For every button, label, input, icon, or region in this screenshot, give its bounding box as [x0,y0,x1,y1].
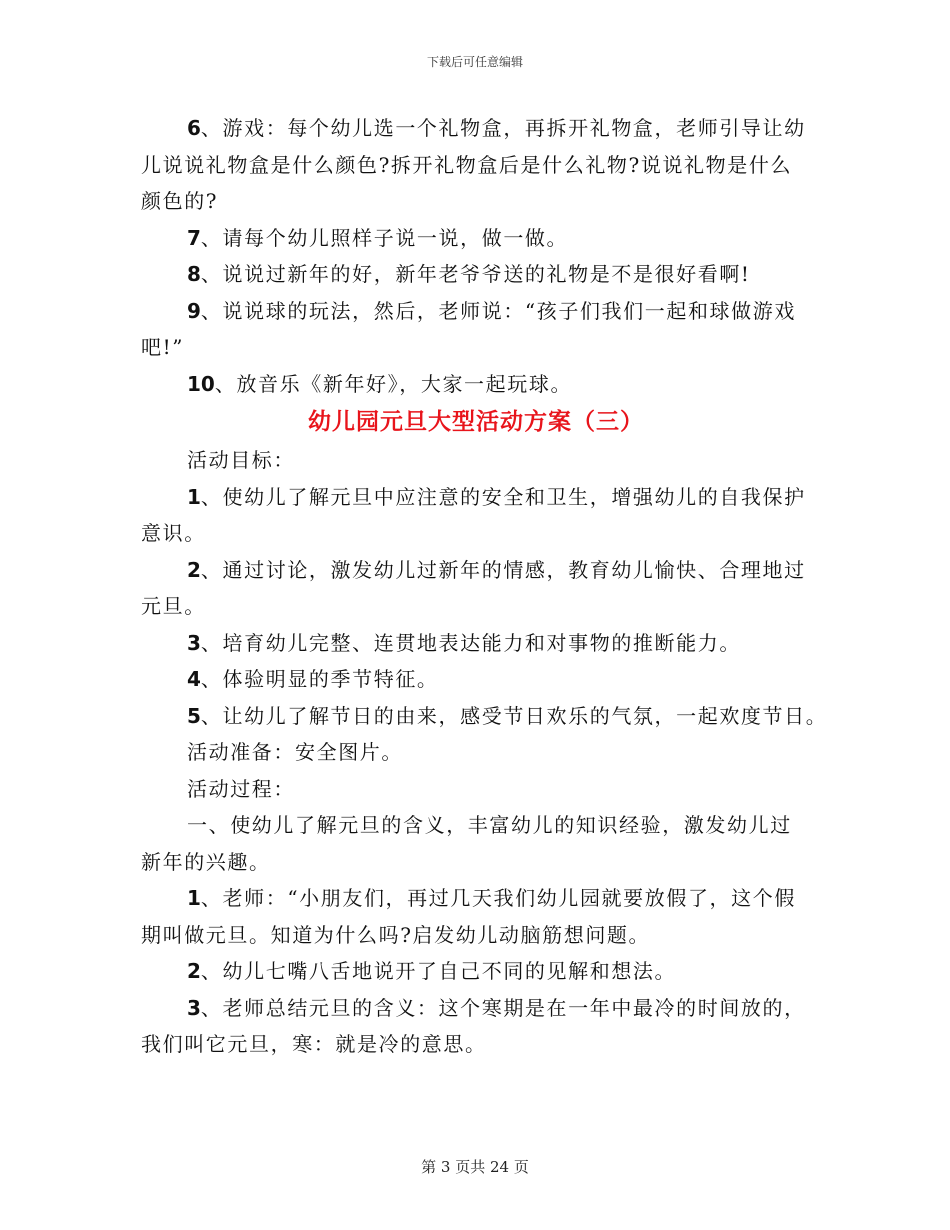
paragraph-line [141,807,811,844]
line-text: 颜色的? [141,189,219,213]
paragraph-continuation-line [141,147,811,184]
list-number: 5 [187,703,201,728]
paragraphs-before [141,110,811,402]
paragraph-continuation-line [141,329,811,366]
paragraph-line [141,479,811,516]
line-text: 、让幼儿了解节日的由来，感受节日欢乐的气氛，一起欢度节日。 [200,703,828,728]
list-number: 10 [187,371,215,396]
line-text: 元旦。 [141,594,206,618]
line-text: 活动过程： [187,776,295,801]
line-text: 儿说说礼物盒是什么颜色?拆开礼物盒后是什么礼物?说说礼物是什么 [141,152,793,177]
line-text: 、请每个幼儿照样子说一说，做一做。 [200,225,569,250]
line-text: 活动目标： [187,448,295,472]
paragraph-line [141,256,811,293]
paragraph-continuation-line [141,1026,811,1063]
line-text: 、老师：“小朋友们，再过几天我们幼儿园就要放假了，这个假 [200,886,796,910]
document-body [141,110,828,1063]
paragraph-line [141,661,811,698]
list-number: 4 [187,667,201,691]
paragraph-line [141,366,811,403]
line-text: 、放音乐《新年好》，大家一起玩球。 [214,371,573,396]
paragraph-line [141,625,811,662]
paragraph-line [141,990,811,1027]
line-text: 、老师总结元旦的含义：这个寒期是在一年中最冷的时间放的， [200,995,806,1020]
list-number: 2 [187,557,201,582]
list-number: 9 [187,298,201,323]
paragraph-line [141,698,828,735]
line-text: 、说说球的玩法，然后，老师说：“孩子们我们一起和球做游戏 [200,298,796,323]
paragraph-line [141,734,811,771]
paragraph-continuation-line [141,917,811,954]
paragraph-continuation-line [141,588,811,625]
line-text: 吧!” [141,335,185,359]
line-text: 活动准备：安全图片。 [187,740,403,764]
line-text: 、说说过新年的好，新年老爷爷送的礼物是不是很好看啊! [200,262,751,286]
line-text: 、使幼儿了解元旦中应注意的安全和卫生，增强幼儿的自我保护 [200,484,806,509]
paragraph-line [141,771,811,808]
paragraph-continuation-line [141,844,811,881]
list-number: 8 [187,262,201,286]
line-text: 我们叫它元旦，寒：就是冷的意思。 [141,1032,487,1056]
page-header: 下载后可任意编辑 [426,55,523,69]
list-number: 1 [187,484,201,509]
paragraph-continuation-line [141,183,811,220]
line-text: 意识。 [141,521,206,545]
paragraph-line [141,953,811,990]
paragraph-line [141,293,811,330]
section-title: 幼儿园元旦大型活动方案（三） [308,408,644,435]
list-number: 1 [187,886,201,910]
line-text: 、游戏：每个幼儿选一个礼物盒，再拆开礼物盒，老师引导让幼 [200,116,806,140]
list-number: 3 [187,630,201,655]
line-text: 、体验明显的季节特征。 [200,667,439,691]
paragraphs-after [141,442,828,1063]
paragraph-line [141,880,811,917]
paragraph-line [141,552,811,589]
list-number: 6 [187,116,201,140]
page-footer: 第 3 页共 24 页 [421,1158,529,1176]
paragraph-line [141,442,811,479]
paragraph-line [141,220,811,257]
paragraph-continuation-line [141,515,811,552]
paragraph-line [141,110,811,147]
list-number: 7 [187,225,201,250]
line-text: 、幼儿七嘴八舌地说开了自己不同的见解和想法。 [200,959,677,983]
line-text: 一、使幼儿了解元旦的含义，丰富幼儿的知识经验，激发幼儿过 [187,813,792,837]
line-text: 期叫做元旦。知道为什么吗?启发幼儿动脑筋想问题。 [141,922,651,947]
line-text: 、通过讨论，激发幼儿过新年的情感，教育幼儿愉快、合理地过 [200,557,806,582]
list-number: 3 [187,995,201,1020]
line-text: 、培育幼儿完整、连贯地表达能力和对事物的推断能力。 [200,630,741,655]
line-text: 新年的兴趣。 [141,849,271,874]
list-number: 2 [187,959,201,983]
